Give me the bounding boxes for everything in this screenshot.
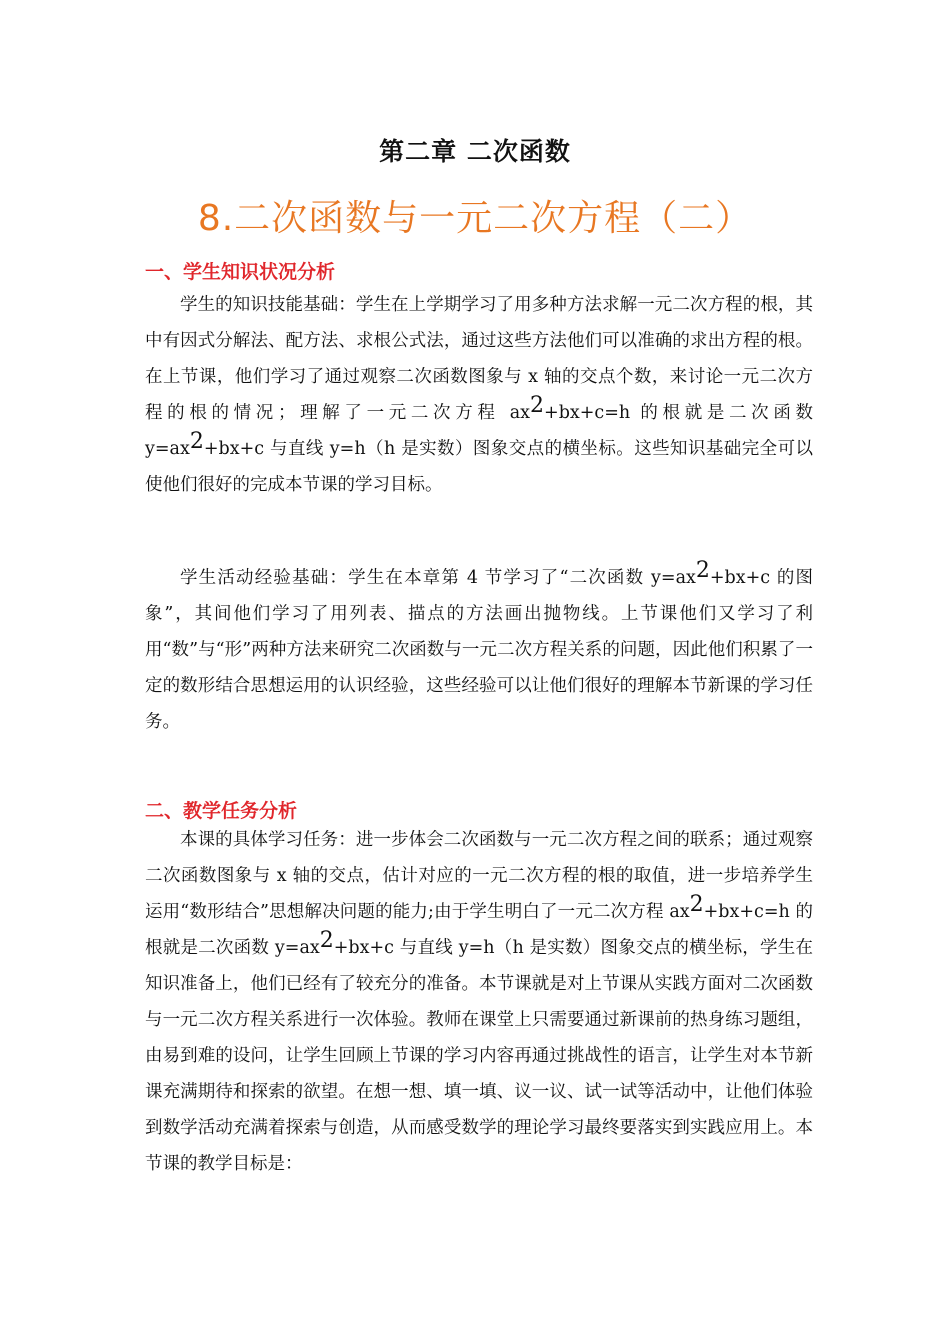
paragraph-knowledge-foundation xyxy=(145,287,813,503)
paragraph-activity-experience xyxy=(145,560,813,740)
paragraph-text: +bx+c=h 的根就是二次函数 y=ax xyxy=(145,902,813,958)
paragraph-text: +bx+c=h 的根就是二次函数 y=ax xyxy=(145,403,813,459)
paragraph-text: +bx+c 的图象”，其间他们学习了用列表、描点的方法画出抛物线。上节课他们又学习了利用“数”与“形”两种方法来研究二次函数与一元二次方程关系的问题，因此他们积累了一定的数形结合思想运用的认识经验，这些经验可以让他们很好的理解本节新课的学习任务。 xyxy=(145,568,814,732)
paragraph-text: 学生活动经验基础：学生在本章第 4 节学习了“二次函数 y=ax xyxy=(180,568,696,588)
superscript: 2 xyxy=(530,393,545,418)
paragraph-text: 本课的具体学习任务：进一步体会二次函数与一元二次方程之间的联系；通过观察二次函数图象与 x 轴的交点，估计对应的一元二次方程的根的取值，进一步培养学生运用“数形结合”思想解决问题的能力;由于学生明白了一元二次方程 ax xyxy=(145,830,813,922)
lesson-title: 8.二次函数与一元二次方程（二） xyxy=(197,198,753,239)
paragraph-learning-tasks xyxy=(145,822,813,1182)
superscript: 2 xyxy=(189,429,204,454)
paragraph-text: +bx+c 与直线 y=h（h 是实数）图象交点的横坐标，学生在知识准备上，他们已经有了较充分的准备。本节课就是对上节课从实践方面对二次函数与一元二次方程关系进行一次体验。教师在课堂上只需要通过新课前的热身练习题组，由易到难的设问，让学生回顾上节课的学习内容再通过挑战性的语言，让学生对本节新课充满期待和探索的欲望。在想一想、填一填、议一议、试一试等活动中，让他们体验到数学活动充满着探索与创造，从而感受数学的理论学习最终要落实到实践应用上。本节课的教学目标是： xyxy=(145,938,813,1174)
section-heading-task-analysis: 二、教学任务分析 xyxy=(145,800,298,822)
paragraph-text: 学生的知识技能基础：学生在上学期学习了用多种方法求解一元二次方程的根，其中有因式分解法、配方法、求根公式法，通过这些方法他们可以准确的求出方程的根。在上节课，他们学习了通过观察二次函数图象与 x 轴的交点个数，来讨论一元二次方程的根的情况；理解了一元二次方程 ax xyxy=(145,295,813,423)
section-heading-student-analysis: 一、学生知识状况分析 xyxy=(145,261,336,283)
paragraph-text: +bx+c 与直线 y=h（h 是实数）图象交点的横坐标。这些知识基础完全可以使他们很好的完成本节课的学习目标。 xyxy=(145,439,813,495)
superscript: 2 xyxy=(319,928,334,953)
superscript: 2 xyxy=(695,558,710,583)
chapter-title: 第二章 二次函数 xyxy=(379,137,571,166)
superscript: 2 xyxy=(689,892,704,917)
